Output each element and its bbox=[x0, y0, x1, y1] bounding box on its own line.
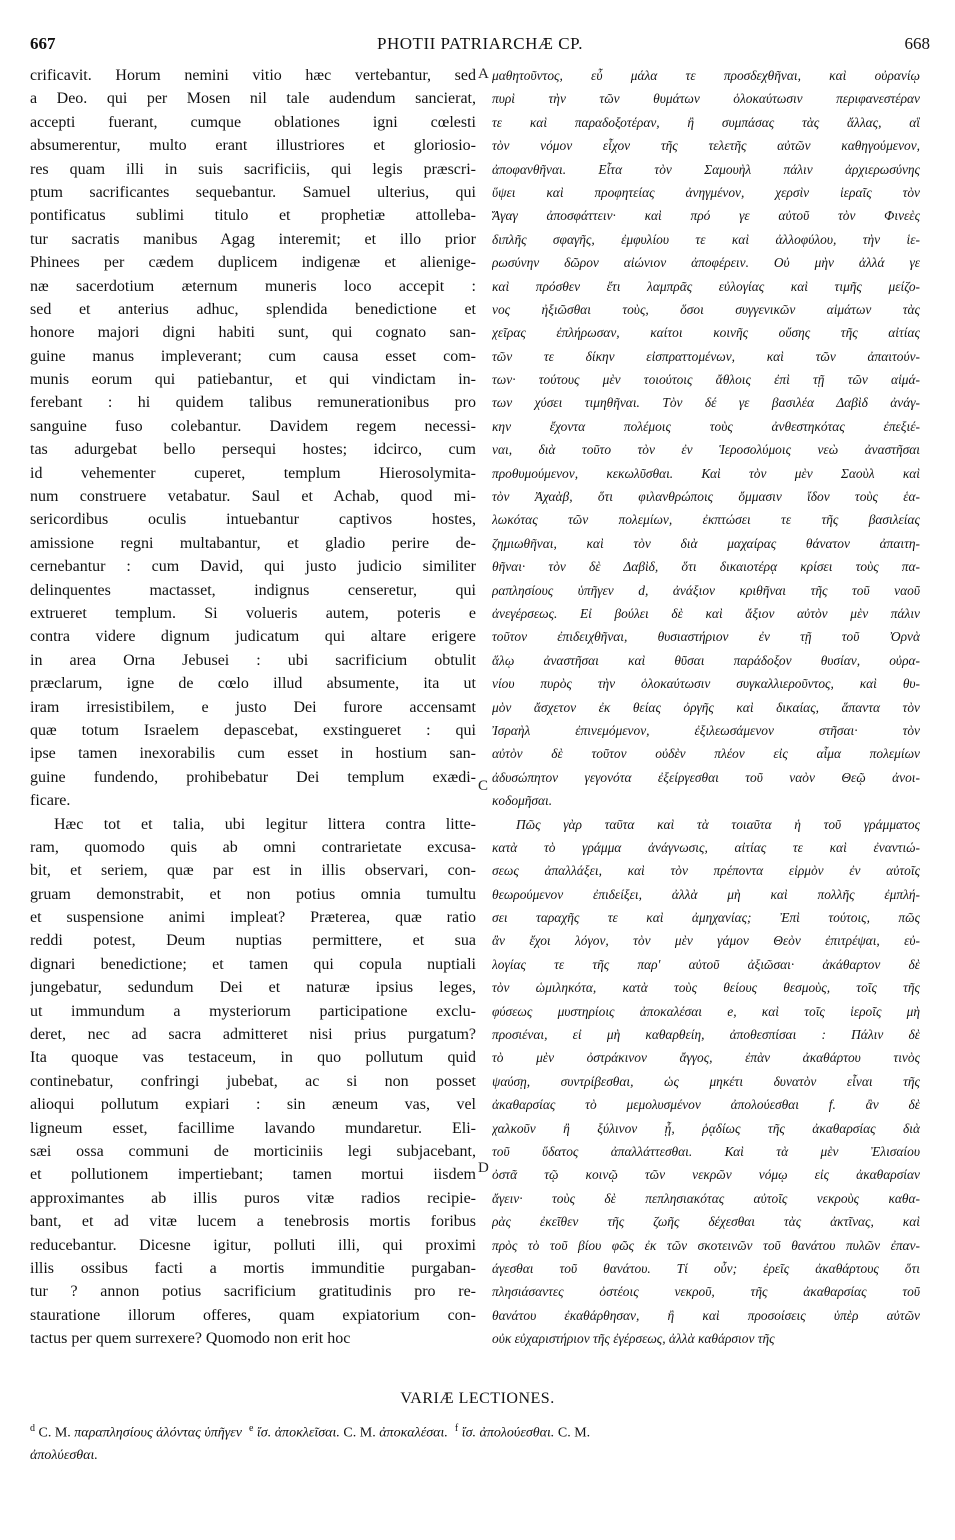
latin-text-line: quæ totum Israelem depascebat, exstingueret : qui bbox=[30, 721, 476, 739]
greek-text-line: χαλκοῦν ἢ ξύλινον ᾖ, ῥᾳδίως τῆς ἀκαθαρσίας διὰ bbox=[492, 1120, 920, 1136]
latin-text-line: pontificatus sublimi titulo et prophetiæ attolleba- bbox=[30, 207, 476, 225]
greek-text-line: φύσεως μυστηρίοις ἀποκαλέσαι e, καὶ τοῖς ἱεροῖς μὴ bbox=[492, 1003, 920, 1019]
latin-text-line: iram irresistibilem, e justo Dei furore accensamt bbox=[30, 698, 476, 716]
latin-text-line: tactus per quem surrexere? Quomodo non erit hoc bbox=[30, 1330, 351, 1348]
latin-text-line: sed et anterius adhuc, splendida benedictione et bbox=[30, 300, 476, 318]
greek-text-line: προσιέναι, εἰ μὴ καθαρθείη, ἀποθεσπίσαι : Πάλιν δὲ bbox=[492, 1027, 920, 1043]
greek-text-line: πλησιάσαντες ὀστέοις νεκροῦ, τῆς ἀκαθαρσίας τοῦ bbox=[492, 1284, 920, 1300]
greek-text-line: άγεσθαι τοῦ θανάτου. Τί οὖν; ἐρεῖς ἀκαθάρτους ὅτι bbox=[492, 1260, 920, 1276]
margin-marker-d: D bbox=[478, 1160, 489, 1176]
variae-lectiones-notes bbox=[30, 1418, 925, 1467]
greek-text-line: αὐτὸν δὲ τοῦτον οὐδὲν πλέον εἰς αἷμα πολεμίων bbox=[492, 746, 920, 762]
page-header bbox=[30, 30, 930, 58]
note-e-marker: e bbox=[248, 1423, 254, 1434]
note-e-source: C. M. bbox=[343, 1425, 376, 1441]
greek-text-line: ψαύσῃ, συντρίβεσθαι, ὡς μηκέτι δυνατὸν εἶναι τῆς bbox=[492, 1073, 920, 1089]
latin-text-line: illis ossibus facti a mortis immunditie purgaban- bbox=[30, 1259, 476, 1277]
note-e-conjecture: ἴσ. ἀποκλεῖσαι. bbox=[256, 1425, 340, 1441]
greek-text-line: τὸν ὡμιληκότα, κατὰ τοὺς θείους θεσμοὺς, τοῖς τῆς bbox=[492, 980, 920, 996]
latin-text-line: absumerentur, multo erant illustriores et gloriosio- bbox=[30, 137, 476, 155]
greek-text-line: ραπλησίους ὑπῆγεν d, ἀνάξιον κριθῆναι τῆς τοῦ ναοῦ bbox=[492, 582, 920, 598]
latin-text-line: id vehementer cuperet, templum Hierosolymita- bbox=[30, 464, 476, 482]
greek-text-line: κην ἔχοντα πολέμοις τοὺς ἀνθεστηκότας ἐπεξιέ- bbox=[492, 418, 920, 434]
variae-line-1 bbox=[30, 1418, 925, 1445]
greek-text-line: νος ἠξιῶσθαι τοὺς, ὅσοι συγγενικῶν αἱμάτων τὰς bbox=[492, 301, 920, 317]
latin-text-line: dignari benedictione; et tamen qui copula nuptiali bbox=[30, 955, 476, 973]
greek-text-line: των χύσει τιμηθῆναι. Τὸν δέ γε βασιλέα Δαβὶδ ἀνάγ- bbox=[492, 395, 920, 411]
latin-text-line: næ sacerdotium æternum muneris loco accepit : bbox=[30, 277, 476, 295]
latin-text-line: alioqui pollutum expiari : sin æneum vas, vel bbox=[30, 1096, 476, 1114]
greek-text-line: πυρὶ τὴν τῶν θυμάτων ὁλοκαύτωσιν περιφανεστέραν bbox=[492, 91, 920, 107]
latin-text-line: stauratione illorum offeres, quam expiatorium con- bbox=[30, 1306, 476, 1324]
latin-text-line: Phinees per cædem duplicem indigenæ et alienige- bbox=[30, 254, 476, 272]
greek-text-line: τὸ μὲν ὀστράκινον ἄγγος, ἐπὰν ἀκαθάρτου τινὸς bbox=[492, 1050, 920, 1066]
greek-text-line: Ἄγαγ ἀποσφάττειν· καὶ πρό γε αὐτοῦ τὸν Φινεὲς bbox=[492, 208, 920, 224]
greek-text-line: πρὸς τὸ τοῦ βίου φῶς ἐκ τῶν σκοτεινῶν τοῦ θανάτου πυλῶν ἐπαν- bbox=[492, 1237, 920, 1253]
greek-text-line: τὸν νόμον εἶχον τῆς τελετῆς αὐτῶν καθηγούμενον, bbox=[492, 138, 920, 154]
latin-column bbox=[30, 64, 476, 1376]
latin-text-line: in area Orna Jebusei : ubi sacrificium obtulit bbox=[30, 651, 476, 669]
greek-text-line: σεως ἀπαλλάξει, καὶ τὸν πρέποντα εἱρμὸν ἐν αὐτοῖς bbox=[492, 863, 920, 879]
latin-text-line: ligneum esset, facillime lavando mundaretur. Eli- bbox=[30, 1119, 476, 1137]
greek-text-line: Ἰσραὴλ ἐπινεμόμενον, ἐξιλεωσάμενον στῆσαι· τὸν bbox=[492, 722, 920, 738]
latin-text-line: gruam demonstrabit, et non potius omnia tumultu bbox=[30, 885, 476, 903]
latin-text-line: ferebant : hi quidem talibus remunerationibus pro bbox=[30, 394, 476, 412]
greek-text-line: ἀδυσώπητον γεγονότα ἐξείργεσθαι τοῦ ναὸν Θεῷ ἀνοι- bbox=[492, 769, 920, 785]
greek-text-line: θανάτου ἐκαθάρθησαν, ἢ καὶ προσοίσεις ὑπὲρ αὐτῶν bbox=[492, 1307, 920, 1323]
greek-text-line: τοῦτον ἐπιδειχθῆναι, θυσιαστήριον ἐν τῇ τοῦ Ὀρνὰ bbox=[492, 629, 920, 645]
greek-text-line: Πῶς γὰρ ταῦτα καὶ τὰ τοιαῦτα ἡ τοῦ γράμματος bbox=[516, 816, 920, 832]
note-d-reading: παραπλησίους ἁλόντας ὑπῆγεν bbox=[74, 1425, 242, 1441]
greek-text-line: των· τούτους μὲν τοιούτοις ἄθλοις ἐπὶ τῇ τῶν αἱμά- bbox=[492, 372, 920, 388]
greek-text-line: τοῦ ὕδατος ἀπαλλάττεσθαι. Καὶ τὰ μὲν Ἐλισαίου bbox=[492, 1143, 920, 1159]
latin-text-line: res quam illi in suis sacrificiis, qui legis præscri- bbox=[30, 160, 476, 178]
latin-text-line: bant, et ad vitæ lucem a tenebrosis mortis foribus bbox=[30, 1213, 476, 1231]
latin-text-line: accepti fuerant, cumque oblationes igni cœlesti bbox=[30, 113, 476, 131]
greek-text-line: ρωσύνην δῶρον αἰώνιον ἀποφέρειν. Οὐ μὴν ἀλλά γε bbox=[492, 255, 920, 271]
greek-text-line: μὸν ἄσχετον ἐκ θείας ὀργῆς καὶ δικαίας, ἅπαντα τὸν bbox=[492, 699, 920, 715]
latin-text-line: honore majori digni habiti sunt, qui cognato san- bbox=[30, 324, 476, 342]
latin-text-line: a Deo. qui per Mosen nil tale audendum sancierat, bbox=[30, 90, 476, 108]
greek-text-line: ἀκαθαρσίας τὸ μεμολυσμένον ἀπολούεσθαι f. ἂν δὲ bbox=[492, 1097, 920, 1113]
greek-text-line: ζημιωθῆναι, καὶ τὸν διὰ μαχαίρας θάνατον ἀπαιτη- bbox=[492, 535, 920, 551]
latin-text-line: reddi potest, Deum nuptias permittere, et sua bbox=[30, 932, 476, 950]
greek-text-line: τὸν Ἀχαὰβ, ὅτι φιλανθρώποις ὄμμασιν ἴδον τοὺς ἑα- bbox=[492, 489, 920, 505]
latin-text-line: cernebantur : cum David, qui justo judicio similiter bbox=[30, 558, 476, 576]
latin-text-line: Hæc tot et talia, ubi legitur littera contra litte- bbox=[54, 815, 476, 833]
greek-text-line: ἅλῳ ἀναστῆσαι καὶ θῦσαι παράδοξον θυσίαν, οὐρα- bbox=[492, 652, 920, 668]
latin-text-line: et suspensione animi impleat? Præterea, quæ ratio bbox=[30, 909, 476, 927]
greek-text-line: λωκότας τῶν πολεμίων, ἐκπτώσει τε τῆς βασιλείας bbox=[492, 512, 920, 528]
latin-text-line: extrueret templum. Si volueris autem, poteris e bbox=[30, 604, 476, 622]
latin-text-line: continebatur, confringi jubebat, ac si non posset bbox=[30, 1072, 476, 1090]
greek-text-line: θῆναι· τὸν δὲ Δαβὶδ, ὅτι δικαιοτέρᾳ κρίσει τοὺς πα- bbox=[492, 559, 920, 575]
greek-text-line: οὐκ εὐχαριστήριον τῆς ἐγέρσεως, ἀλλὰ καθάρσιον τῆς bbox=[492, 1331, 775, 1347]
greek-text-line: κοδομῆσαι. bbox=[492, 793, 553, 809]
latin-text-line: et pollutionem impertiebant; tamen mortui iisdem bbox=[30, 1166, 476, 1184]
latin-text-line: ipse tamen inexorabilis cum esset in hostium san- bbox=[30, 745, 476, 763]
latin-text-line: crificavit. Horum nemini vitio hæc vertebantur, sed bbox=[30, 67, 476, 84]
greek-text-line: θεωρούμενον ἐπιδείξει, ἀλλὰ μὴ καὶ πολλῆς ἐμπλή- bbox=[492, 886, 920, 902]
latin-text-line: guine manus impleverant; cum causa esset com- bbox=[30, 347, 476, 365]
note-d-source: C. M. bbox=[38, 1425, 71, 1441]
greek-text-line: ὕψει καὶ προφητείας ἀνηγμένον, χερσὶν ἱεραῖς τὸν bbox=[492, 184, 920, 200]
latin-text-line: ut immundum a mysteriorum participatione exclu- bbox=[30, 1002, 476, 1020]
greek-text-line: μαθητοῦντος, εὖ μάλα τε προσδεχθῆναι, καὶ οὐρανίῳ bbox=[492, 68, 920, 83]
variae-line-2: ἀπολύεσθαι. bbox=[30, 1447, 98, 1463]
left-page-number: 667 bbox=[30, 34, 56, 53]
margin-marker-c: C bbox=[478, 778, 489, 794]
latin-text-line: sanguine fuso colebantur. Davidem regem necessi- bbox=[30, 417, 476, 435]
greek-text-line: νίου πυρὸς τὴν ὁλοκαύτωσιν συγκαλλιεροῦντος, καὶ θυ- bbox=[492, 676, 920, 692]
latin-text-line: præclarum, igne de cœlo illud absumente, ita ut bbox=[30, 675, 476, 693]
greek-text-line: ρὰς ἐκεῖθεν τῆς ζωῆς δέχεσθαι τὰς ἀκτῖνας, καὶ bbox=[492, 1214, 920, 1230]
greek-text-line: κατὰ τὸ γράμμα ἀνάγνωσις, αἰτίας τε καὶ ἐναντιώ- bbox=[492, 839, 920, 855]
margin-marker-a: A bbox=[478, 66, 489, 82]
latin-text-line: Ita quoque vas testaceum, in quo pollutum quid bbox=[30, 1049, 476, 1067]
note-d-marker: d bbox=[30, 1423, 35, 1434]
latin-text-line: delinquentes mactasset, indignus censeretur, qui bbox=[30, 581, 476, 599]
greek-text-line: διπλῆς σφαγῆς, ἐμφυλίου τε καὶ ἀλλοφύλου, τὴν ἱε- bbox=[492, 231, 920, 247]
latin-text-line: tas adurgebat bello persequi hostes; idcirco, cum bbox=[30, 441, 476, 459]
latin-text-line: guine fundendo, prohibebatur Dei templum exædi- bbox=[30, 768, 476, 786]
greek-text-line: ὀστᾶ τῷ κοινῷ τῶν νεκρῶν νόμῳ εἰς ἀκαθαρσίαν bbox=[492, 1167, 920, 1183]
greek-text-line: τῶν τε δίκην εἰσπραττομένων, καὶ τῶν ἀπαιτούν- bbox=[492, 348, 920, 364]
latin-text-line: approximantes ab illis puros vitæ radios recipie- bbox=[30, 1189, 476, 1207]
greek-text-line: σει ταραχῆς τε καὶ ἀμηχανίας; Ἐπὶ τούτοις, πῶς bbox=[492, 910, 920, 926]
note-f-marker: f bbox=[454, 1423, 459, 1434]
latin-text-line: sæi ossa communi de morticiniis legi subjacebant, bbox=[30, 1142, 476, 1160]
right-page-number: 668 bbox=[904, 34, 930, 53]
running-title: PHOTII PATRIARCHÆ CP. bbox=[377, 34, 583, 53]
greek-text-line: τε καὶ παραδοξοτέραν, ἢ συμπάσας τὰς ἄλλας, αἳ bbox=[492, 114, 920, 130]
note-f-conjecture: ἴσ. ἀπολούεσθαι. bbox=[461, 1425, 555, 1441]
greek-text-line: χεῖρας ἐπλήρωσαν, καίτοι κοινῆς οὔσης τῆς αἰτίας bbox=[492, 325, 920, 341]
greek-text-line: ναι, διὰ τοῦτο τὸν ἐν Ἱεροσολύμοις νεὼ ἀναστῆσαι bbox=[492, 442, 920, 458]
greek-text-line: λογίας τε τῆς παρ' αὐτοῦ ἀξιῶσαι· ἀκάθαρτον δὲ bbox=[492, 956, 920, 972]
latin-text-line: munis eorum qui patiebantur, et qui vindictam in- bbox=[30, 371, 476, 389]
latin-text-line: sericordibus oculis intuebantur captivos hostes, bbox=[30, 511, 476, 529]
greek-text-line: ἀποφανθῆναι. Εἶτα τὸν Σαμουὴλ πάλιν ἀρχιερωσύνης bbox=[492, 161, 920, 177]
note-e-reading: ἀποκαλέσαι. bbox=[379, 1425, 448, 1441]
latin-text-line: num construere vetabatur. Saul et Achab, quod mi- bbox=[30, 488, 476, 506]
latin-text-line: amissione regni multabantur, et gladio perire de- bbox=[30, 534, 476, 552]
latin-text-line: contra videre dignum judicatum qui altare erigere bbox=[30, 628, 476, 646]
note-f-source: C. M. bbox=[557, 1425, 591, 1441]
greek-text-line: ἂν ἔχοι λόγον, τὸν μὲν γάμον Θεὸν ἐπιτρέψαι, εὐ- bbox=[492, 933, 920, 949]
latin-text-line: jungebatur, sedundum Dei et naturæ ipsius leges, bbox=[30, 979, 476, 997]
latin-text-line: ficare. bbox=[30, 792, 71, 810]
latin-text-line: bit, et seriem, quæ par est in illis observari, con- bbox=[30, 862, 476, 880]
greek-column bbox=[492, 64, 920, 1376]
latin-text-line: ram, quomodo quis ab omni contrarietate excusa- bbox=[30, 838, 476, 856]
latin-text-line: reducebantur. Dicesne igitur, polluti illi, qui proximi bbox=[30, 1236, 476, 1254]
greek-text-line: καὶ πρόσθεν ἔτι λαμπρᾶς εὐλογίας καὶ τιμῆς μείζο- bbox=[492, 278, 920, 294]
greek-text-line: προθυμούμενον, κεκωλῦσθαι. Καὶ τὸν μὲν Σαοὺλ καὶ bbox=[492, 465, 920, 481]
latin-text-line: ptum sacrificantes sequebantur. Samuel ulterius, qui bbox=[30, 183, 476, 201]
greek-text-line: ἀνεγέρσεως. Εἰ βούλει δὲ καὶ ἄξιον αὐτὸν μὲν πάλιν bbox=[492, 605, 920, 621]
variae-lectiones-heading: VARIÆ LECTIONES. bbox=[400, 1390, 555, 1407]
latin-text-line: tur ? annon potius sacrificium gratitudinis pro re- bbox=[30, 1283, 476, 1301]
latin-text-line: deret, nec ad sacra admitteret nisi prius purgatum? bbox=[30, 1026, 476, 1044]
greek-text-line: ἄγειν· τοὺς δὲ πεπλησιακότας αὐτοῖς νεκροὺς καθα- bbox=[492, 1190, 920, 1206]
latin-text-line: tur sacratis manibus Agag interemit; et illo prior bbox=[30, 230, 476, 248]
